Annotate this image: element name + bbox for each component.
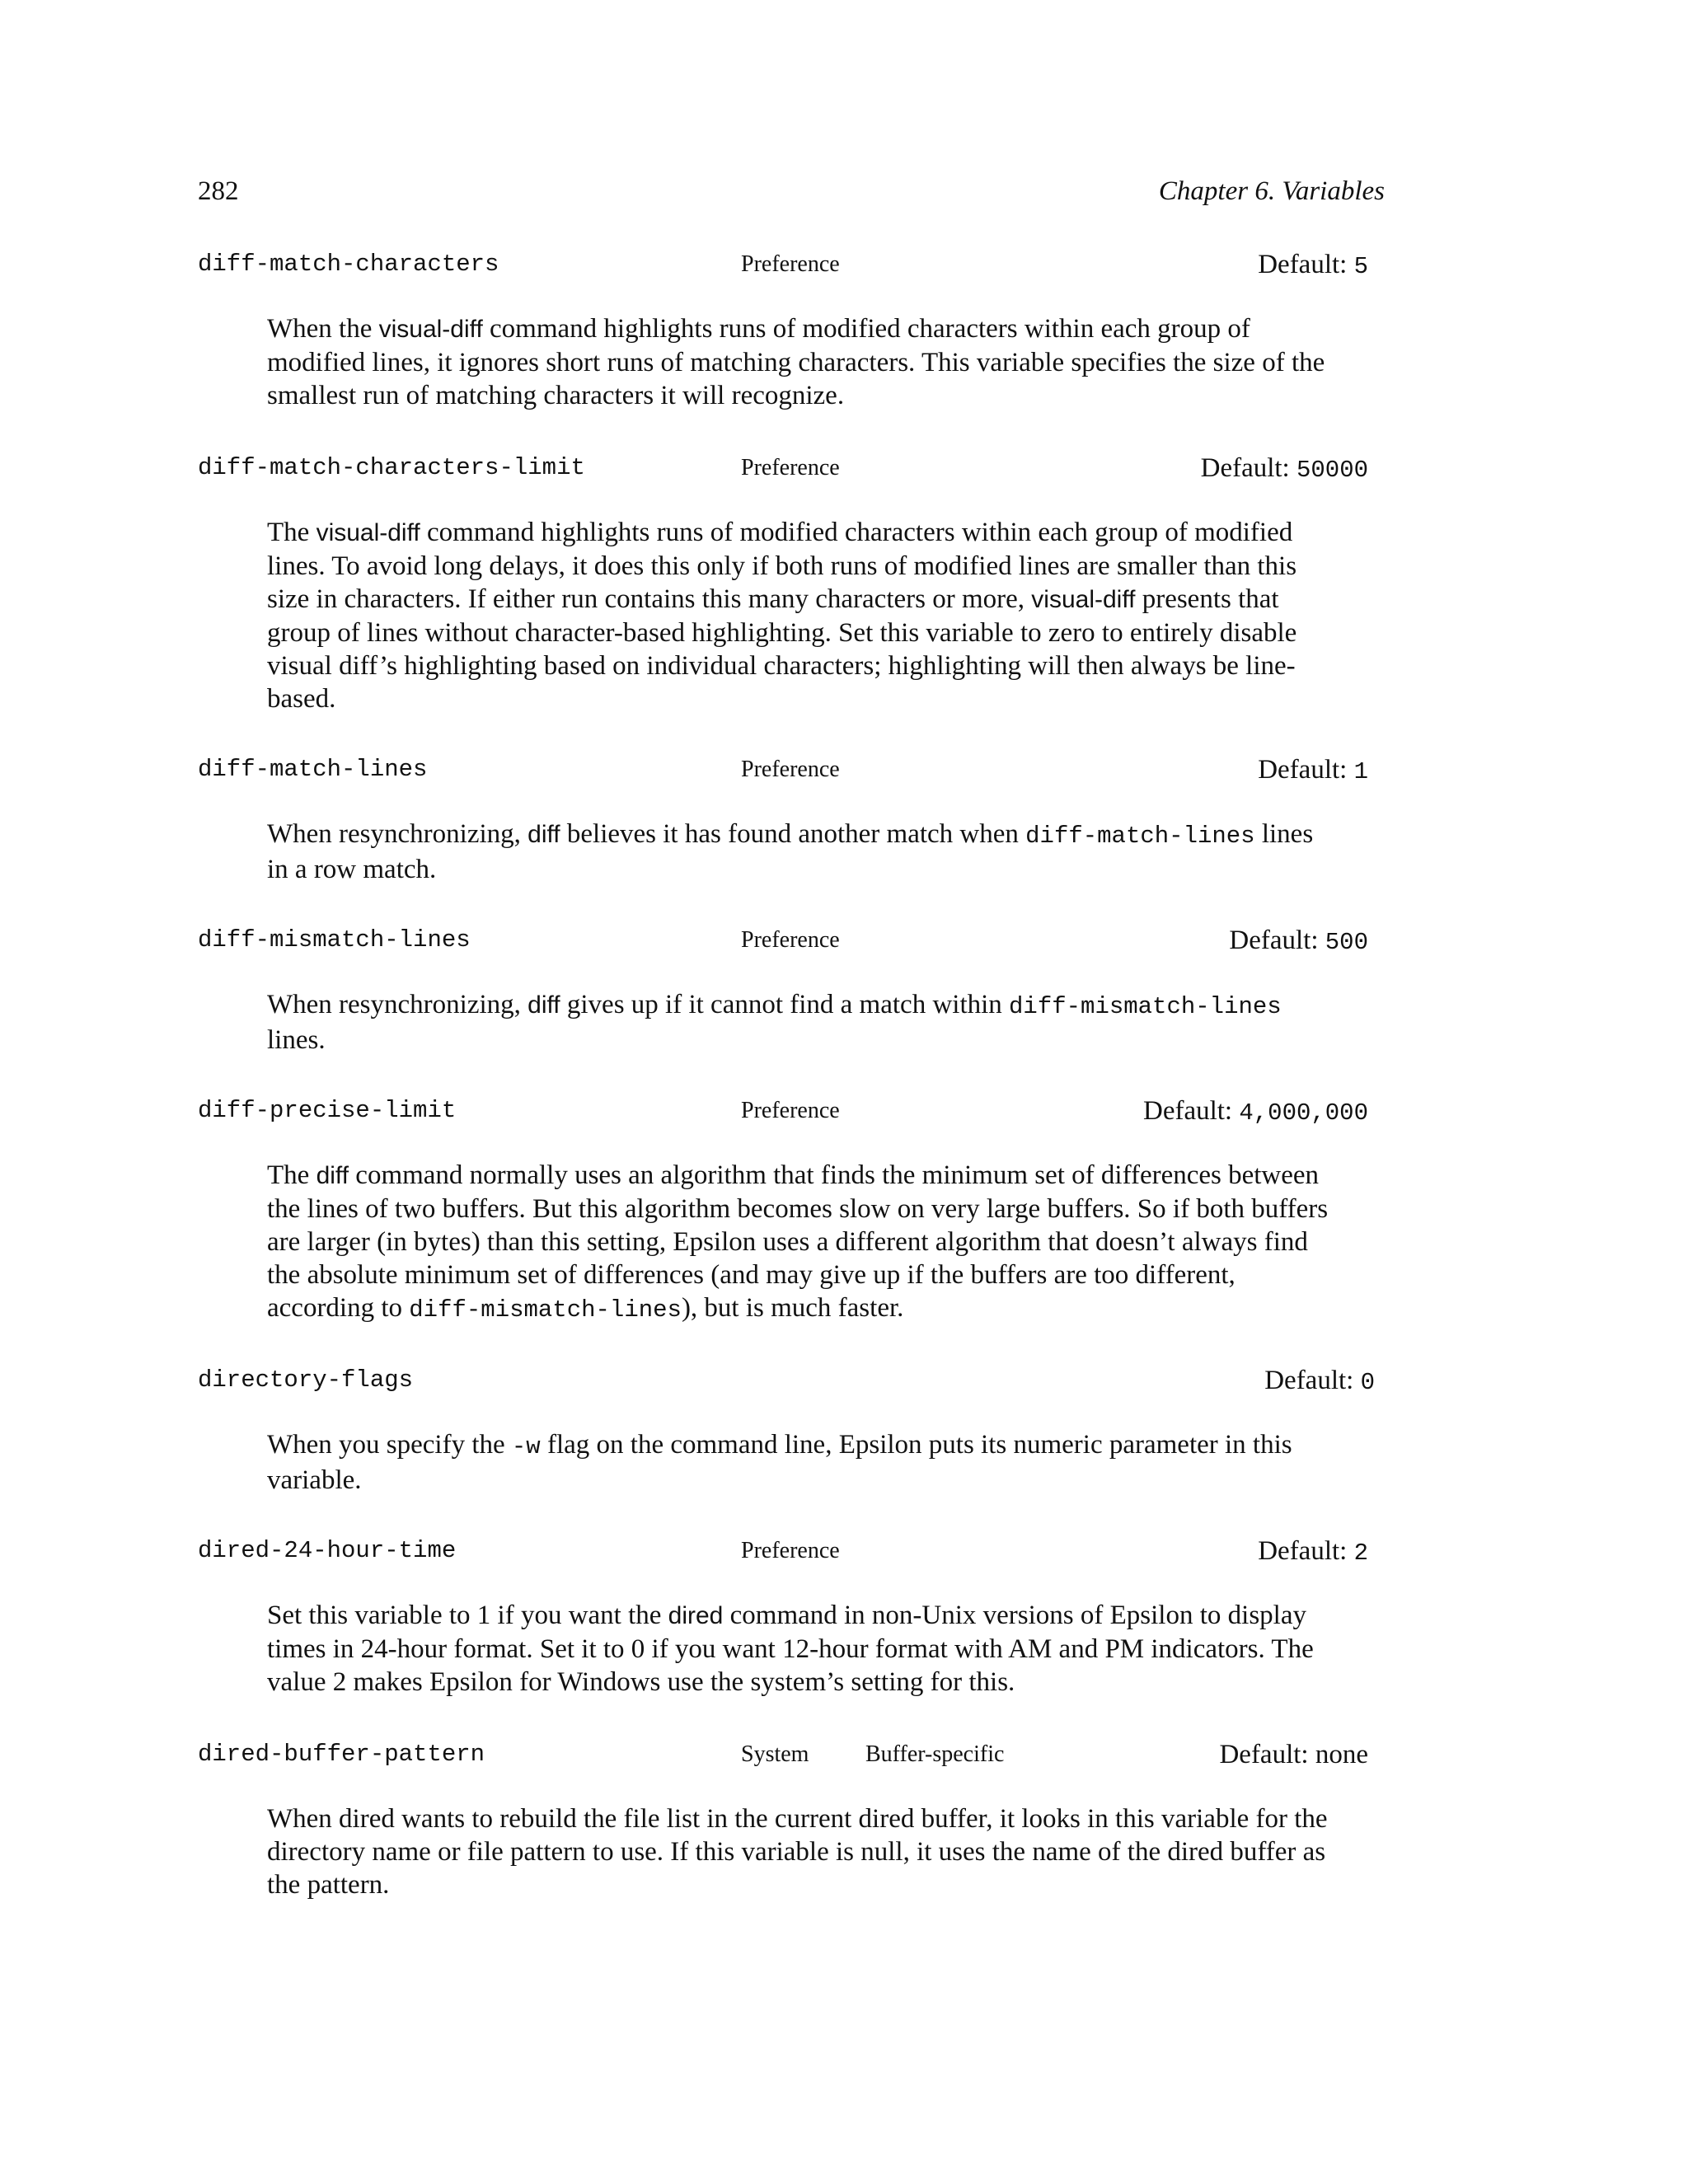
command-name: dired	[668, 1602, 724, 1629]
default-label: Default:	[1229, 926, 1325, 955]
default-value: 50000	[1296, 457, 1368, 484]
description-text: lines in a row match.	[267, 819, 1314, 884]
entry-header	[198, 1736, 1368, 1773]
variable-name: diff-match-characters	[198, 251, 499, 278]
entry-header	[198, 1362, 1375, 1399]
variable-description	[267, 1428, 1330, 1497]
description-text: When dired wants to rebuild the file list in the current dired buffer, it looks in this variable for the directory name or file pattern to use. If this variable is null, it uses the name of the dired buffer as the pattern.	[267, 1804, 1328, 1900]
variable-scope: Buffer-specific	[865, 1741, 1005, 1767]
command-name: visual-diff	[378, 316, 483, 343]
variable-reference: diff-mismatch-lines	[1009, 993, 1282, 1020]
variable-entry	[198, 1736, 1368, 1901]
variable-name: diff-mismatch-lines	[198, 926, 471, 954]
default-label: Default:	[1219, 1740, 1315, 1769]
entry-header	[198, 922, 1368, 958]
variable-type: Preference	[741, 1538, 840, 1563]
variable-default	[1219, 1736, 1368, 1773]
command-name: visual-diff	[316, 519, 420, 546]
variable-description	[267, 312, 1330, 412]
variable-type: Preference	[741, 455, 840, 480]
variable-description	[267, 1599, 1330, 1699]
default-label: Default:	[1258, 250, 1354, 279]
default-label: Default:	[1264, 1366, 1361, 1395]
default-value: 500	[1325, 929, 1368, 956]
variable-default	[1264, 1362, 1375, 1401]
variable-entry	[198, 922, 1368, 1057]
default-value: 2	[1353, 1540, 1368, 1567]
variable-description	[267, 1802, 1330, 1901]
default-value: 4,000,000	[1239, 1099, 1368, 1127]
description-text: command highlights runs of modified characters within each group of modified lines, it ignores short runs of matching characters. This variable specifies the size of the smallest run of matching characters it will recognize.	[267, 314, 1325, 410]
command-name: diff	[316, 1162, 349, 1189]
default-label: Default:	[1142, 1096, 1240, 1126]
variable-default	[1143, 1093, 1368, 1132]
description-text: When resynchronizing,	[267, 990, 528, 1019]
description-text: The	[267, 1160, 316, 1190]
variable-default	[1258, 752, 1368, 790]
variable-entry	[198, 450, 1368, 715]
variable-description	[267, 1159, 1330, 1327]
entry-header	[198, 1533, 1368, 1569]
variable-name: dired-buffer-pattern	[198, 1741, 485, 1768]
command-name: visual-diff	[1031, 586, 1136, 613]
variable-entry	[198, 246, 1368, 412]
default-value: 5	[1353, 253, 1368, 280]
description-text: When the	[267, 314, 379, 344]
description-text: When you specify the	[267, 1430, 512, 1460]
default-value: none	[1315, 1740, 1368, 1769]
description-text: gives up if it cannot find a match within	[560, 990, 1010, 1019]
variable-name: diff-precise-limit	[198, 1097, 457, 1124]
description-text: flag on the command line, Epsilon puts its numeric parameter in this variable.	[267, 1430, 1292, 1495]
variable-name: diff-match-characters-limit	[198, 454, 585, 481]
variable-type: Preference	[741, 757, 840, 782]
variable-default	[1258, 246, 1368, 285]
description-text: command in non-Unix versions of Epsilon to display times in 24-hour format. Set it to 0 if you want 12-hour format with AM and PM indicators. The value 2 makes Epsilon for Windows use the system’s setting for this.	[267, 1601, 1314, 1697]
variable-name: directory-flags	[198, 1366, 414, 1394]
variable-description	[267, 988, 1330, 1057]
command-name: diff	[528, 991, 560, 1019]
flag-reference: -w	[511, 1433, 541, 1460]
entry-header	[198, 450, 1368, 486]
variable-type: Preference	[741, 927, 840, 953]
variable-entry	[198, 1533, 1368, 1699]
default-value: 1	[1353, 758, 1368, 785]
page-number: 282	[198, 176, 239, 206]
default-label: Default:	[1200, 453, 1296, 483]
variable-reference: diff-match-lines	[1025, 823, 1255, 850]
variable-default	[1258, 1533, 1368, 1572]
variable-type: Preference	[741, 1098, 840, 1123]
description-text: lines.	[267, 1025, 326, 1055]
description-text: command highlights runs of modified characters within each group of modified lines. To avoid long delays, it does this only if both runs of modified lines are smaller than this size in characters. If either run contains this many characters or more,	[267, 518, 1297, 614]
variable-default	[1229, 922, 1368, 961]
variable-entry	[198, 1362, 1375, 1497]
variable-type: System	[741, 1741, 809, 1767]
description-text: The	[267, 518, 316, 547]
default-label: Default:	[1258, 1536, 1354, 1566]
default-label: Default:	[1258, 755, 1354, 785]
entry-header	[198, 246, 1368, 283]
command-name: diff	[528, 821, 560, 848]
variable-entry	[198, 752, 1368, 886]
chapter-title: Chapter 6. Variables	[1158, 176, 1385, 206]
variable-name: dired-24-hour-time	[198, 1537, 457, 1564]
variable-name: diff-match-lines	[198, 756, 428, 783]
variable-default	[1201, 450, 1368, 489]
default-value: 0	[1360, 1369, 1375, 1396]
description-text: believes it has found another match when	[560, 819, 1026, 849]
description-text: When resynchronizing,	[267, 819, 528, 849]
description-text: ), but is much faster.	[681, 1293, 904, 1323]
variable-type: Preference	[741, 251, 840, 277]
variable-description	[267, 516, 1330, 715]
variable-reference: diff-mismatch-lines	[409, 1296, 682, 1324]
entry-header	[198, 1093, 1368, 1129]
description-text: Set this variable to 1 if you want the	[267, 1601, 668, 1630]
description-text: presents that group of lines without character-based highlighting. Set this variable to zero to entirely disable visual diff’s highlighting based on individual characters; highlighting will then always be line-based.	[267, 584, 1297, 714]
description-text: command normally uses an algorithm that finds the minimum set of differences between the lines of two buffers. But this algorithm becomes slow on very large buffers. So if both buffers are larger (in bytes) than this setting, Epsilon uses a different algorithm that doesn’t always find the absolute minimum set of differences (and may give up if the buffers are too different, according to	[267, 1160, 1329, 1323]
variable-entry	[198, 1093, 1368, 1327]
entry-header	[198, 752, 1368, 788]
variable-description	[267, 818, 1330, 886]
